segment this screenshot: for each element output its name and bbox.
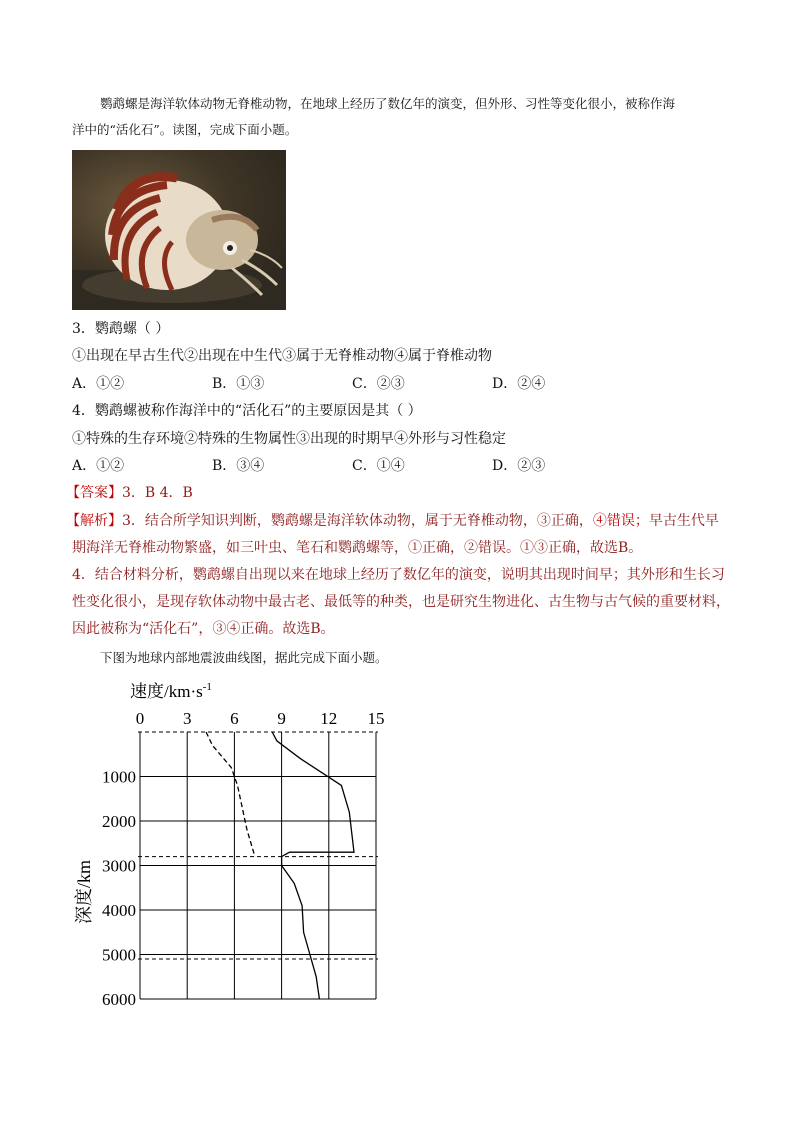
q4-option-d: D．②③: [492, 458, 546, 474]
q4-options: [72, 455, 632, 477]
seismic-chart-svg: [60, 672, 400, 1012]
x-tick-label-12: 12: [320, 709, 338, 728]
y-tick-label-3000: 3000: [102, 856, 136, 876]
nautilus-illustration: [72, 150, 286, 310]
analysis-q4-line-1: 4．结合材料分析，鹦鹉螺自出现以来在地球上经历了数亿年的演变，说明其出现时间早；其外形和生长习: [72, 567, 725, 583]
y-tick-label-4000: 4000: [102, 901, 136, 920]
x-tick-label-0: 0: [135, 709, 145, 728]
q3-option-b: B．①③: [212, 376, 265, 392]
intro2-text: 下图为地球内部地震波曲线图，据此完成下面小题。: [100, 650, 388, 665]
y-axis-label: 深度/km: [74, 859, 94, 925]
x-tick-label-3: 3: [182, 709, 192, 728]
q4-statements: ①特殊的生存环境②特殊的生物属性③出现的时期早④外形与习性稳定: [72, 431, 506, 447]
q4-stem: 4．鹦鹉螺被称作海洋中的“活化石”的主要原因是其（ ）: [72, 403, 422, 419]
nautilus-photo: [72, 150, 286, 310]
x-tick-label-15: 15: [367, 709, 385, 728]
analysis-line-2: 期海洋无脊椎动物繁盛，如三叶虫、笔石和鹦鹉螺等，①正确，②错误。①③正确，故选B。: [72, 540, 643, 556]
q3-option-a: A．①②: [72, 376, 125, 392]
y-tick-label-1000: 1000: [102, 767, 136, 787]
y-tick-label-5000: 5000: [102, 945, 136, 965]
seismic-wave-chart: [60, 672, 400, 1012]
analysis-q3-part2: ④错误；: [592, 513, 649, 529]
analysis-line-1: [66, 510, 719, 532]
x-axis-label: 速度$/km\cdot s^{-1}$: [130, 681, 212, 701]
x-tick-label-6: 6: [230, 709, 239, 728]
dashed-wave-curve: [206, 732, 255, 857]
analysis-q3-part1: 3．结合所学知识判断，鹦鹉螺是海洋软体动物，属于无脊椎动物，③正确，: [122, 513, 593, 529]
q3-stem: 3．鹦鹉螺（ ）: [72, 321, 170, 337]
q3-option-d: D．②④: [492, 376, 546, 392]
q3-option-c: C．②③: [352, 376, 405, 392]
q4-option-a: A．①②: [72, 458, 125, 474]
q4-option-b: B．③④: [212, 458, 265, 474]
x-axis-label-exponent: -1: [202, 681, 212, 693]
q3-options: [72, 373, 632, 395]
y-tick-label-2000: 2000: [102, 812, 136, 831]
answer-label: 【答案】: [66, 485, 122, 501]
answer-text: 3．B 4．B: [122, 485, 193, 501]
answer-line: [66, 482, 193, 504]
x-tick-label-9: 9: [277, 709, 286, 728]
analysis-label: 【解析】: [66, 513, 122, 529]
y-tick-label-6000: 6000: [102, 990, 136, 1009]
intro-line-2: 洋中的“活化石”。读图，完成下面小题。: [72, 122, 298, 137]
analysis-q4-line-2: 性变化很小，是现存软体动物中最古老、最低等的种类，也是研究生物进化、古生物与古气候的重要材料，: [72, 594, 730, 610]
intro-line-1: 鹦鹉螺是海洋软体动物无脊椎动物，在地球上经历了数亿年的演变，但外形、习性等变化很小，被称作海: [100, 96, 676, 111]
q3-statements: ①出现在早古生代②出现在中生代③属于无脊椎动物④属于脊椎动物: [72, 348, 492, 364]
analysis-q4-line-3: 因此被称为“活化石”，③④正确。故选B。: [72, 621, 335, 637]
q4-option-c: C．①④: [352, 458, 405, 474]
analysis-q3-part3: 早古生代早: [648, 513, 719, 529]
